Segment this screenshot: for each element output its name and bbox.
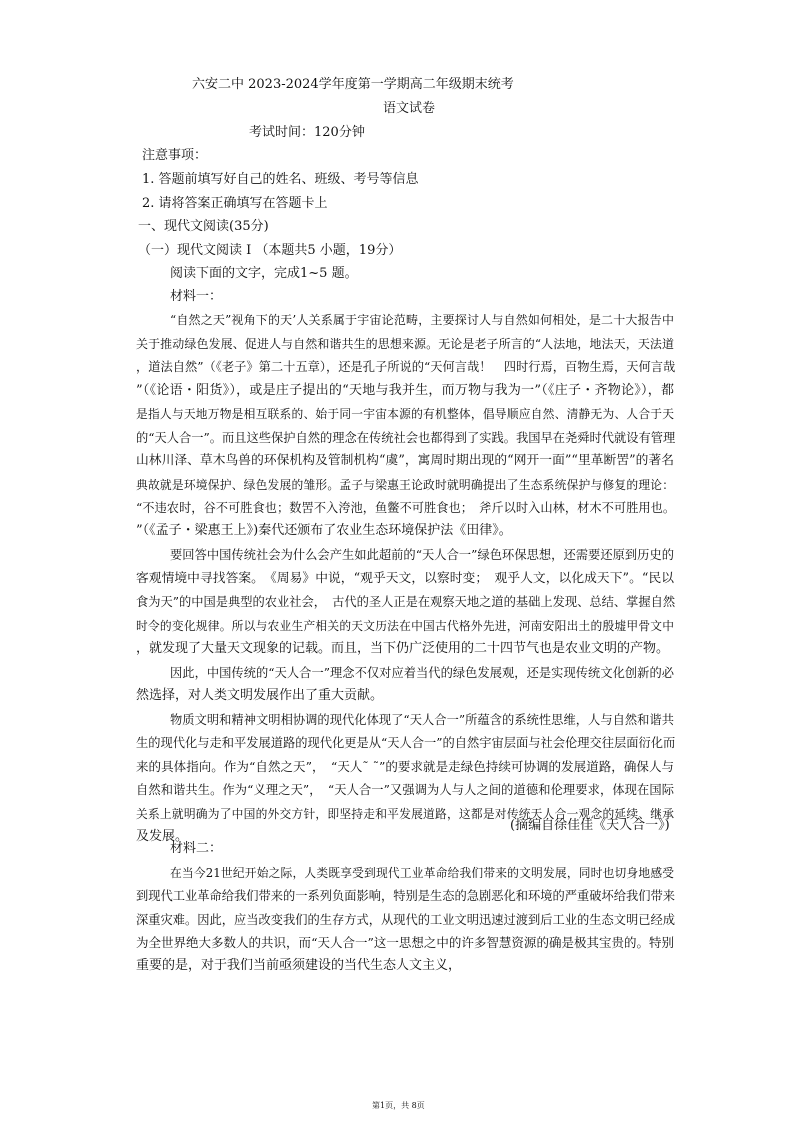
text-line: 山林川泽、草木鸟兽的环保机构及管制机构“虞”，寓周时期出现的“网开一面”“里革断罟”的著名 [136, 453, 674, 468]
text-line: 要回答中国传统社会为什么会产生如此超前的“天人合一”绿色环保思想，还需要还原到历史的 [170, 548, 674, 562]
source-citation: (摘编自徐佳佳《天人合一》) [510, 818, 670, 833]
exam-time: 考试时间：120分钟 [249, 125, 365, 140]
exam-title: 六安二中 2023-2024学年度第一学期高二年级期末统考 [192, 77, 514, 92]
text-line: “不违农时，谷不可胜食也；数罟不入洿池，鱼鳖不可胜食也； 斧斤以时入山林，材木不可胜用也。 [136, 501, 676, 515]
text-line: 生的现代化与走和平发展道路的现代化更是从“天人合一”的自然宇宙层面与社会伦理交往层面衍化而 [136, 736, 676, 750]
text-line: 在当今21世纪开始之际，人类既享受到现代工业革命给我们带来的文明发展，同时也切身地感受 [170, 866, 674, 880]
notes-item: 1. 答题前填写好自己的姓名、班级、考号等信息 [142, 172, 419, 187]
text-line: “自然之天”视角下的天’人关系属于宇宙论范畴，主要探讨人与自然如何相处，是二十大报告中 [170, 313, 674, 327]
text-line: ，道法自然”（《老子》第二十五章），还是孔子所说的“天何言哉！ 四时行焉，百物生焉，天何言哉 [136, 360, 676, 374]
material-one-label: 材料一： [170, 289, 223, 304]
notes-heading: 注意事项： [142, 148, 208, 163]
text-line: 为全世界绝大多数人的共识，而“天人合一”这一思想之中的许多智慧资源的确是极其宝贵的。特别 [136, 935, 674, 950]
section-title: 一、现代文阅读(35分) [138, 219, 269, 234]
text-line: 深重灾难。因此，应当改变我们的生存方式，从现代的工业文明迅速过渡到后工业的生态文明已经成 [136, 913, 675, 927]
text-line: 是指人与天地万物是相互联系的、始于同一宇宙本源的有机整体，倡导顺应自然、清静无为、人合于天 [136, 407, 674, 421]
page-footer: 第1页，共 8页 [372, 1101, 425, 1110]
text-line: 因此，中国传统的“天人合一”理念不仅对应着当代的绿色发展观，还是实现传统文化创新的必 [170, 666, 674, 680]
text-line: 自然和谐共生。作为“义理之天”， “天人合一”又强调为人与人之间的道德和伦理要求，体现在国际 [136, 783, 674, 797]
text-line: 然选择，对人类文明发展作出了重大贡献。 [136, 688, 384, 703]
text-line: ”（《孟子・梁惠王上》)秦代还颁布了农业生态环境保护法《田律》。 [136, 523, 512, 538]
notes-item: 2. 请将答案正确填写在答题卡上 [142, 196, 328, 211]
exam-subject: 语文试卷 [383, 101, 436, 116]
subsection-title: （一）现代文阅读 Ⅰ （本题共5 小题，19分） [138, 243, 402, 258]
text-line: ”（《论语・阳货》），或是庄子提出的“天地与我并生，而万物与我为一”（《庄子・齐物论》），都 [136, 383, 674, 398]
text-line: 及发展。 [136, 829, 189, 844]
text-line: 的“天人合一”。而且这些保护自然的理念在传统社会也都得到了实践。我国早在尧舜时代就设有管理 [136, 431, 676, 445]
text-line: 时令的变化规律。所以与农业生产相关的天文历法在中国古代格外先进，河南安阳出土的殷墟甲骨文中 [136, 619, 674, 633]
reading-instruction: 阅读下面的文字，完成1~5 题。 [170, 266, 358, 281]
text-line: 关系上就明确为了中国的外交方针，即坚持走和平发展道路，这都是对传统天人合一观念的延续、继承 [136, 807, 674, 821]
text-line: 关于推动绿色发展、促进人与自然和谐共生的思想来源。无论是老子所言的“人法地，地法天，天法道 [136, 337, 674, 351]
text-line: 来的具体指向。作为“自然之天”， “天人˜ ˜”的要求就是走绿色持续可协调的发展道路，确保人与 [136, 759, 674, 774]
text-line: 重要的是，对于我们当前亟须建设的当代生态人文主义， [136, 958, 462, 973]
text-line: ，就发现了大量天文现象的记载。而且，当下仍广泛使用的二十四节气也是农业文明的产物。 [136, 641, 670, 656]
text-line: 物质文明和精神文明相协调的现代化体现了“天人合一”所蕴含的系统性思维，人与自然和谐共 [170, 713, 674, 727]
text-line: 到现代工业革命给我们带来的一系列负面影响，特别是生态的急剧恶化和环境的严重破坏给我们带来 [136, 889, 675, 903]
text-line: 客观情境中寻找答案。 《周易》中说，“观乎天文，以察时变； 观乎人文，以化成天下”。“民以 [136, 571, 674, 586]
text-line: 食为天”的中国是典型的农业社会， 古代的圣人正是在观察天地之道的基础上发现、总结、掌握自然 [136, 595, 676, 609]
text-line: 典故就是环境保护、绿色发展的雏形。孟子与梁惠王论政时就明确提出了生态系统保护与修复的理论： [136, 478, 674, 492]
material-two-label: 材料二： [170, 841, 223, 856]
